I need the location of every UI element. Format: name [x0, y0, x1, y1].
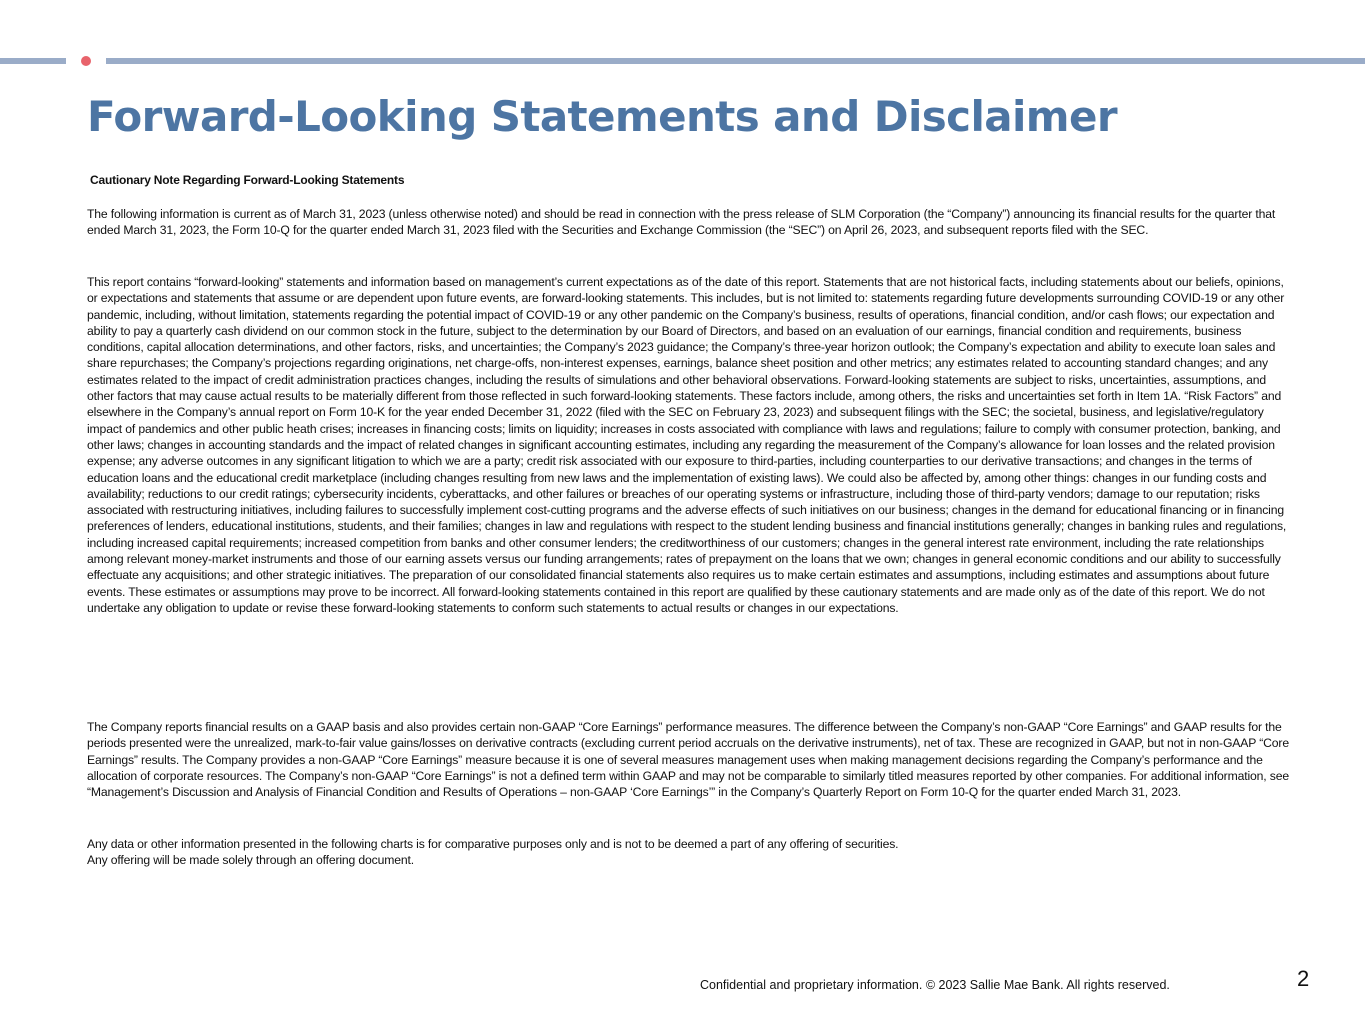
header-rule-right	[106, 58, 1365, 64]
header-rule-left	[0, 58, 66, 64]
page-title: Forward-Looking Statements and Disclaimer	[87, 92, 1117, 141]
header-accent-dot	[81, 56, 91, 66]
paragraph-intro: The following information is current as of March 31, 2023 (unless otherwise noted) and should be read in connection with the press release of SLM Corporation (the “Company”) announcing its financial results for the quarter that ended March 31, 2023, the Form 10-Q for the quarter ended March 31, 2023 filed with the Securities and Exchange Commission (the “SEC”) on April 26, 2023, and subsequent reports filed with the SEC.	[87, 207, 1276, 238]
paragraph-forward-looking: This report contains “forward-looking” statements and information based on management’s current expectations as of the date of this report. Statements that are not historical facts, including statements about our beliefs, opinions, or expectations and statements that assume or are dependent upon future events, are forward-looking statements. This includes, but is not limited to: statements regarding future developments surrounding COVID-19 or any other pandemic, including, without limitation, statements regarding the potential impact of COVID-19 or any other pandemic on the Company’s business, results of operations, financial condition, and/or cash flows; our expectation and ability to pay a quarterly cash dividend on our common stock in the future, subject to the determination by our Board of Directors, and based on an evaluation of our earnings, financial condition and requirements, business conditions, capital allocation determinations, and other factors, risks, and uncertainties; the Company’s 2023 guidance; the Company’s three-year horizon outlook; the Company’s expectation and ability to execute loan sales and share repurchases; the Company’s projections regarding originations, net charge-offs, non-interest expenses, earnings, balance sheet position and other metrics; any estimates related to accounting standard changes; and any estimates related to the impact of credit administration practices changes, including the results of simulations and other behavioral observations. Forward-looking statements are subject to risks, uncertainties, assumptions, and other factors that may cause actual results to be materially different from those reflected in such forward-looking statements. These factors include, among others, the risks and uncertainties set forth in Item 1A. “Risk Factors” and elsewhere in the Company’s annual report on Form 10-K for the year ended December 31, 2022 (filed with the SEC on February 23, 2023) and subsequent filings with the SEC; the societal, business, and legislative/regulatory impact of pandemics and other public heath crises; increases in financing costs; limits on liquidity; increases in costs associated with compliance with laws and regulations; failure to comply with consumer protection, banking, and other laws; changes in accounting standards and the impact of related changes in significant accounting estimates, including any regarding the measurement of the Company’s allowance for loan losses and the related provision expense; any adverse outcomes in any significant litigation to which we are a party; credit risk associated with our exposure to third-parties, including counterparties to our derivative transactions; and changes in the terms of education loans and the educational credit marketplace (including changes resulting from new laws and the implementation of existing laws). We could also be affected by, among other things: changes in our funding costs and availability; reductions to our credit ratings; cybersecurity incidents, cyberattacks, and other failures or breaches of our operating systems or infrastructure, including those of third-party vendors; damage to our reputation; risks associated with restructuring initiatives, including failures to successfully implement cost-cutting programs and the adverse effects of such initiatives on our business; changes in the demand for educational financing or in financing preferences of lenders, educational institutions, students, and their families; changes in law and regulations with respect to the student lending business and financial institutions generally; changes in banking rules and regulations, including increased capital requirements; increased competition from banks and other consumer lenders; the creditworthiness of our customers; changes in the general interest rate environment, including the rate relationships among relevant money-market instruments and those of our earning assets versus our funding arrangements; rates of prepayment on the loans that we own; changes in general economic conditions and our ability to successfully effectuate any acquisitions; and other strategic initiatives. The preparation of our consolidated financial statements also requires us to make certain estimates and assumptions, including estimates and assumptions about future events. These estimates or assumptions may prove to be incorrect. All forward-looking statements contained in this report are qualified by these cautionary statements and are made only as of the date of this report. We do not undertake any obligation to update or revise these forward-looking statements to conform such statements to actual results or changes in our expectations.	[87, 275, 1287, 615]
footer-copyright: Confidential and proprietary information. © 2023 Sallie Mae Bank. All rights reserved.	[700, 978, 1170, 992]
paragraph-non-gaap: The Company reports financial results on a GAAP basis and also provides certain non-GAAP “Core Earnings” performance measures. The difference between the Company’s non-GAAP “Core Earnings” and GAAP results for the periods presented were the unrealized, mark-to-fair value gains/losses on derivative contracts (excluding current period accruals on the derivative instruments), net of tax. These are recognized in GAAP, but not in non-GAAP “Core Earnings” results. The Company provides a non-GAAP “Core Earnings” measure because it is one of several measures management uses when making management decisions regarding the Company’s performance and the allocation of corporate resources. The Company’s non-GAAP “Core Earnings” is not a defined term within GAAP and may not be comparable to similarly titled measures reported by other companies. For additional information, see “Management’s Discussion and Analysis of Financial Condition and Results of Operations – non-GAAP ‘Core Earnings’” in the Company’s Quarterly Report on Form 10-Q for the quarter ended March 31, 2023.	[87, 720, 1289, 800]
offering-line-2: Any offering will be made solely through an offering document.	[87, 853, 414, 868]
paragraph-offering	[87, 836, 1292, 869]
offering-line-1: Any data or other information presented in the following charts is for comparative purposes only and is not to be deemed a part of any offering of securities.	[87, 837, 899, 851]
page-number: 2	[1297, 966, 1310, 991]
section-heading: Cautionary Note Regarding Forward-Looking Statements	[90, 173, 405, 187]
